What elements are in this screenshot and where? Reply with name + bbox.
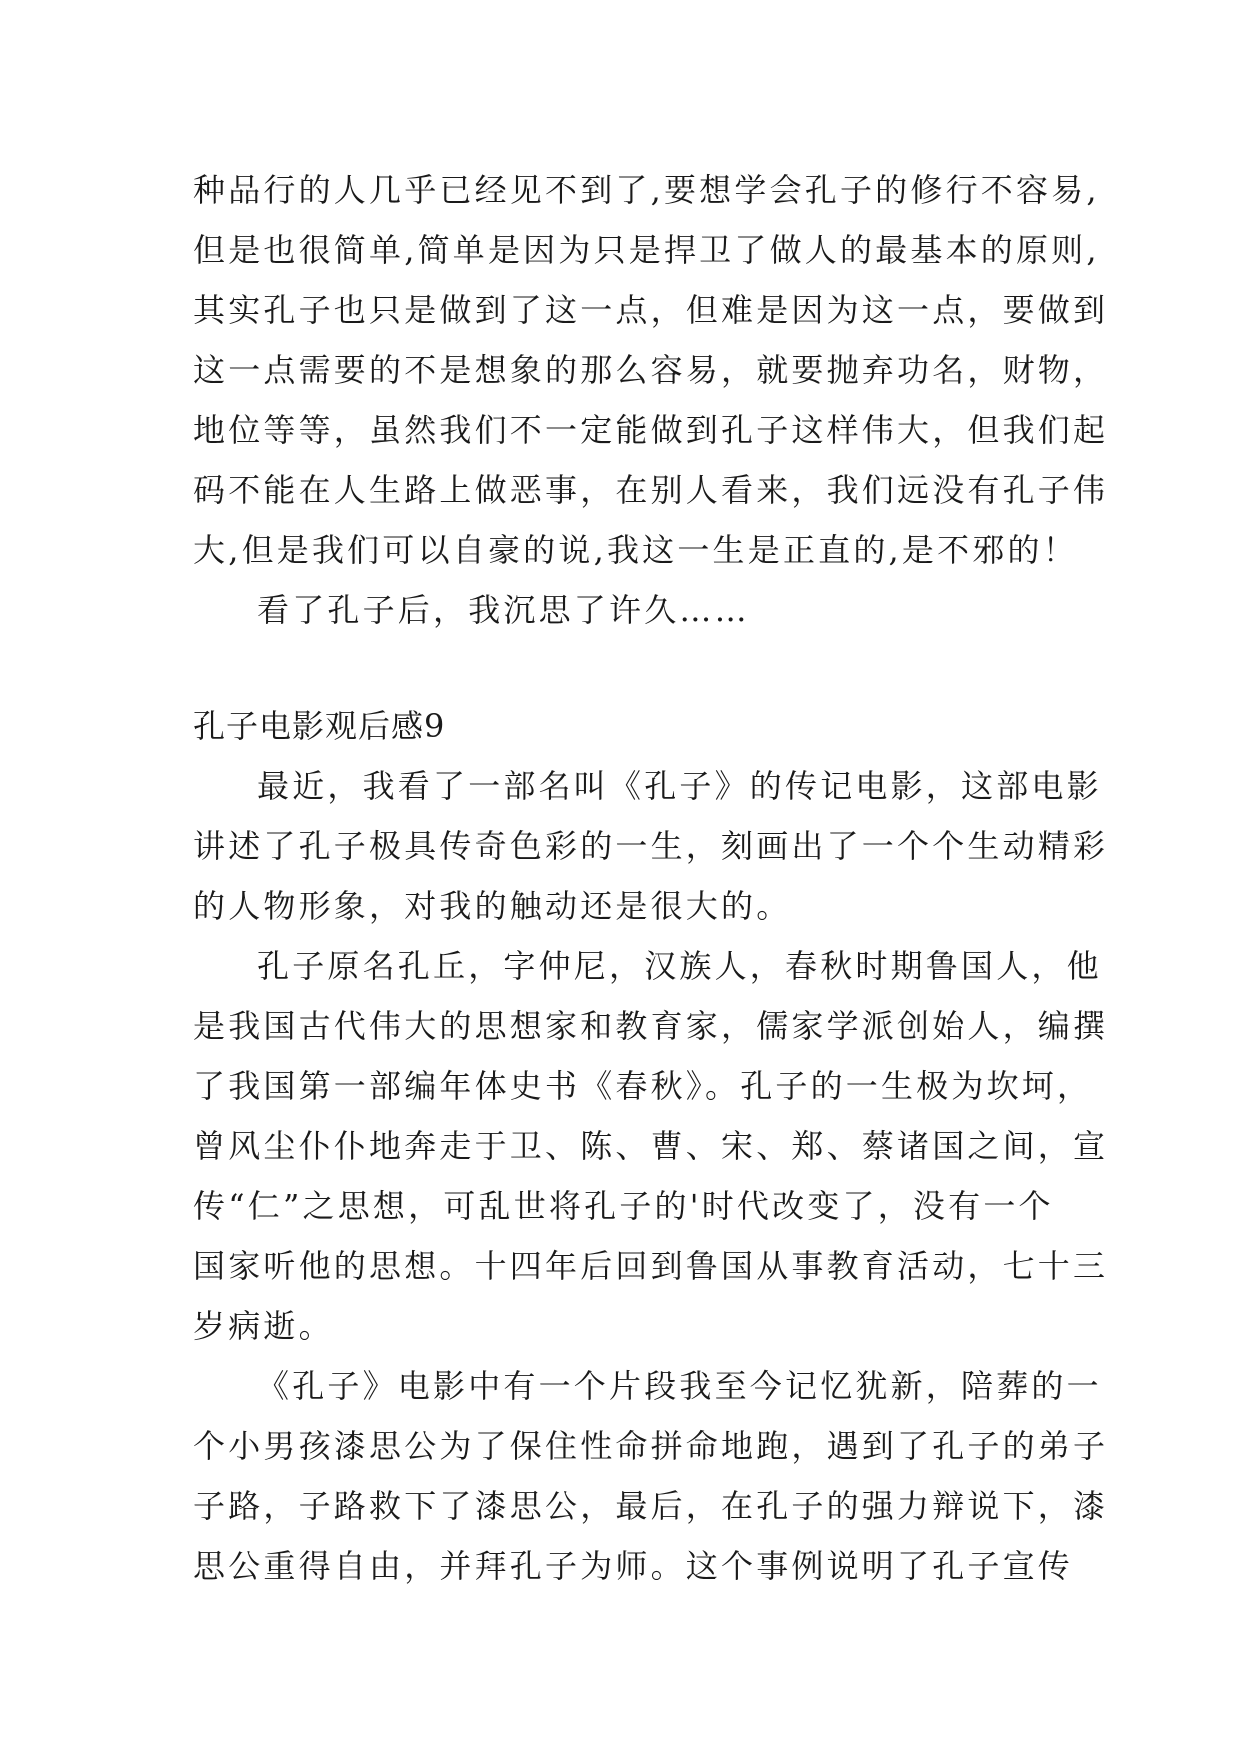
text-line: 最近，我看了一部名叫《孔子》的传记电影，这部电影 — [257, 767, 1102, 805]
text-line: 子路，子路救下了漆思公，最后，在孔子的强力辩说下，漆 — [193, 1487, 1109, 1525]
text-line: 是我国古代伟大的思想家和教育家，儒家学派创始人，编撰 — [193, 1007, 1109, 1045]
text-line: 个小男孩漆思公为了保住性命拼命地跑，遇到了孔子的弟子 — [193, 1427, 1109, 1465]
text-line: 其实孔子也只是做到了这一点，但难是因为这一点，要做到 — [193, 291, 1109, 329]
text-line: 讲述了孔子极具传奇色彩的一生，刻画出了一个个生动精彩 — [193, 827, 1109, 865]
text-line: 传“仁”之思想，可乱世将孔子的'时代改变了，没有一个 — [193, 1187, 1054, 1225]
text-line: 这一点需要的不是想象的那么容易，就要抛弃功名，财物， — [193, 351, 1109, 389]
text-line: 曾风尘仆仆地奔走于卫、陈、曹、宋、郑、蔡诸国之间，宣 — [193, 1127, 1109, 1165]
text-line: 《孔子》电影中有一个片段我至今记忆犹新，陪葬的一 — [257, 1367, 1102, 1405]
text-line: 国家听他的思想。十四年后回到鲁国从事教育活动，七十三 — [193, 1247, 1109, 1285]
text-line: 码不能在人生路上做恶事，在别人看来，我们远没有孔子伟 — [193, 471, 1109, 509]
text-line: 孔子原名孔丘，字仲尼，汉族人，春秋时期鲁国人，他 — [257, 947, 1102, 985]
text-line: 了我国第一部编年体史书《春秋》。孔子的一生极为坎坷， — [193, 1067, 1093, 1105]
text-line: 地位等等，虽然我们不一定能做到孔子这样伟大，但我们起 — [193, 411, 1109, 449]
text-line: 岁病逝。 — [193, 1307, 334, 1345]
section-title: 孔子电影观后感9 — [193, 707, 446, 745]
closing-line: 看了孔子后，我沉思了许久…… — [257, 591, 750, 629]
text-line: 大,但是我们可以自豪的说,我这一生是正直的,是不邪的！ — [193, 531, 1078, 569]
text-line: 种品行的人几乎已经见不到了,要想学会孔子的修行不容易, — [193, 171, 1100, 209]
text-line: 思公重得自由，并拜孔子为师。这个事例说明了孔子宣传 — [193, 1547, 1074, 1585]
text-line: 的人物形象，对我的触动还是很大的。 — [193, 887, 792, 925]
text-line: 但是也很简单,简单是因为只是捍卫了做人的最基本的原则, — [193, 231, 1100, 269]
